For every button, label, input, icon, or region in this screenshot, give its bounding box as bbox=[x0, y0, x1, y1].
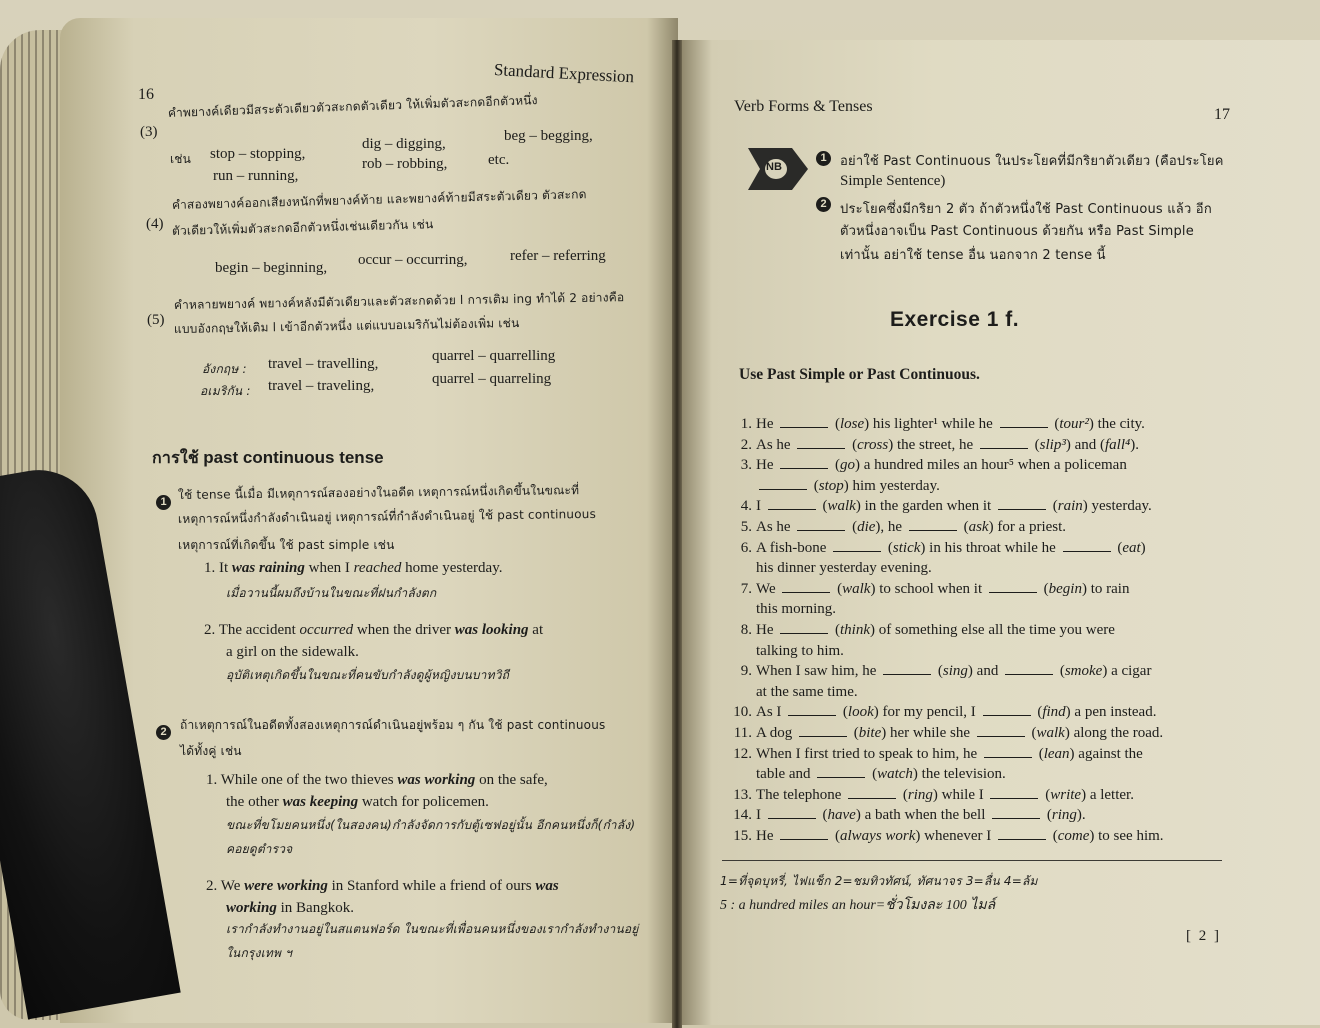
right-page-number: 17 bbox=[1214, 106, 1230, 123]
use2-thai1: ถ้าเหตุการณ์ในอดีตทั้งสองเหตุการณ์ดำเนินอยู่พร้อม ๆ กัน ใช้ past continuous bbox=[180, 718, 606, 732]
answer-blank bbox=[1000, 427, 1048, 428]
exercise-number: 4. bbox=[740, 498, 752, 515]
rule3-example-label: เช่น bbox=[170, 152, 192, 166]
rule5-thai2: แบบอังกฤษให้เติม l เข้าอีกตัวหนึ่ง แต่แบบอเมริกันไม่ต้องเพิ่ม เช่น bbox=[173, 315, 520, 336]
use2-marker: 2 bbox=[156, 722, 171, 740]
exercise-list bbox=[733, 414, 1230, 846]
exercise-number: 1. bbox=[740, 416, 752, 432]
answer-blank bbox=[780, 633, 828, 634]
rule5-english-label: อังกฤษ : bbox=[202, 362, 247, 376]
answer-blank bbox=[909, 530, 957, 531]
answer-blank bbox=[780, 468, 828, 469]
nb2-marker: 2 bbox=[816, 194, 831, 212]
nb1-marker: 1 bbox=[816, 148, 831, 166]
exercise-item bbox=[738, 455, 1230, 496]
use2-example1-thai2: คอยดูตำรวจ bbox=[226, 842, 293, 856]
exercise-number: 15. bbox=[733, 827, 752, 844]
exercise-item bbox=[738, 435, 1230, 456]
exercise-item bbox=[738, 496, 1230, 517]
footnotes-line1: 1=ที่จุดบุหรี่, ไฟแช็ก 2=ชมทิวทัศน์, ทัศนาจร 3=ลื่น 4=ล้ม bbox=[720, 874, 1038, 888]
answer-blank bbox=[1063, 551, 1111, 552]
rule5-english-b: quarrel – quarrelling bbox=[432, 348, 556, 364]
section-heading-en: past continuous tense bbox=[203, 448, 384, 467]
answer-blank bbox=[1005, 674, 1053, 675]
rule4-ex-a: begin – beginning, bbox=[215, 260, 328, 276]
nb2-line2: ตัวหนึ่งอาจเป็น Past Continuous ด้วยกัน หรือ Past Simple bbox=[840, 224, 1194, 239]
nb2-line3: เท่านั้น อย่าใช้ tense อื่น นอกจาก 2 tense นี้ bbox=[840, 248, 1106, 263]
use2-example2: 2. We were working in Stanford while a friend of ours was bbox=[206, 878, 559, 894]
answer-blank bbox=[980, 448, 1028, 449]
right-page-header: Verb Forms & Tenses bbox=[734, 98, 873, 115]
exercise-item bbox=[738, 538, 1230, 579]
exercise-item bbox=[733, 723, 1230, 744]
exercise-number: 8. bbox=[740, 621, 752, 638]
answer-blank bbox=[989, 592, 1037, 593]
left-page-number: 16 bbox=[138, 86, 154, 103]
answer-blank bbox=[998, 839, 1046, 840]
use1-example2-thai: อุบัติเหตุเกิดขึ้นในขณะที่คนขับกำลังดูผู้หญิงบนบาทวิถี bbox=[226, 668, 510, 682]
nb1-line1: อย่าใช้ Past Continuous ในประโยคที่มีกริยาตัวเดียว (คือประโยค bbox=[840, 154, 1224, 169]
exercise-number: 5. bbox=[740, 518, 752, 535]
exercise-instruction: Use Past Simple or Past Continuous. bbox=[739, 366, 980, 383]
exercise-line2: table and (watch) the television. bbox=[756, 766, 1006, 783]
use2-thai2: ได้ทั้งคู่ เช่น bbox=[180, 744, 242, 758]
footnote-divider bbox=[722, 860, 1222, 861]
use2-example1-thai1: ขณะที่ขโมยคนหนึ่ง(ในสองคน)กำลังจัดการกับตู้เซฟอยู่นั้น อีกคนหนึ่งก็(กำลัง) bbox=[226, 818, 636, 832]
section-heading bbox=[152, 446, 384, 471]
exercise-line1: As he (die), he (ask) for a priest. bbox=[756, 518, 1067, 535]
use1-marker: 1 bbox=[156, 492, 171, 510]
exercise-line1: As I (look) for my pencil, I (find) a pen instead. bbox=[756, 704, 1157, 721]
rule4-thai1: คำสองพยางค์ออกเสียงหนักที่พยางค์ท้าย และพยางค์ท้ายมีสระตัวเดียว ตัวสะกด bbox=[171, 187, 587, 212]
rule3-ex-col1a: stop – stopping, bbox=[210, 146, 306, 162]
use2-example1: 1. While one of the two thieves was working on the safe, bbox=[206, 772, 548, 788]
exercise-item bbox=[733, 785, 1230, 806]
exercise-number: 12. bbox=[733, 745, 752, 762]
nb-badge-icon: NB bbox=[748, 146, 810, 197]
exercise-item bbox=[733, 702, 1230, 723]
exercise-number: 9. bbox=[740, 663, 752, 680]
rule5-american-label: อเมริกัน : bbox=[200, 384, 251, 398]
use1-thai2: เหตุการณ์หนึ่งกำลังดำเนินอยู่ เหตุการณ์ที่กำลังดำเนินอยู่ ใช้ past continuous bbox=[177, 506, 597, 526]
answer-blank bbox=[848, 798, 896, 799]
use1-thai1: ใช้ tense นี้เมื่อ มีเหตุการณ์สองอย่างในอดีต เหตุการณ์หนึ่งเกิดขึ้นในขณะที่ bbox=[177, 483, 580, 502]
rule3-ex-col2a: dig – digging, bbox=[362, 136, 446, 152]
exercise-line1: When I saw him, he (sing) and (smoke) a cigar bbox=[756, 663, 1152, 680]
use1-example2: 2. The accident occurred when the driver was looking at bbox=[204, 622, 544, 638]
left-page-header: Standard Expression bbox=[493, 60, 635, 87]
section-heading-thai: การใช้ bbox=[152, 448, 199, 467]
rule4-ex-c: refer – referring bbox=[510, 248, 606, 264]
answer-blank bbox=[788, 715, 836, 716]
exercise-line1: He (always work) whenever I (come) to see him. bbox=[756, 827, 1164, 844]
answer-blank bbox=[817, 777, 865, 778]
answer-blank bbox=[780, 427, 828, 428]
exercise-line1: When I first tried to speak to him, he (lean) against the bbox=[756, 745, 1143, 762]
answer-blank bbox=[992, 818, 1040, 819]
use2-example2-thai1: เรากำลังทำงานอยู่ในสแตนฟอร์ด ในขณะที่เพื่อนคนหนึ่งของเรากำลังทำงานอยู่ bbox=[226, 922, 639, 936]
exercise-item bbox=[738, 620, 1230, 661]
exercise-item bbox=[733, 826, 1230, 847]
answer-blank bbox=[998, 509, 1046, 510]
exercise-number: 11. bbox=[733, 724, 752, 741]
answer-blank bbox=[833, 551, 881, 552]
answer-blank bbox=[759, 489, 807, 490]
exercise-line2: (stop) him yesterday. bbox=[756, 476, 1230, 497]
exercise-item bbox=[733, 805, 1230, 826]
answer-blank bbox=[768, 818, 816, 819]
exercise-number: 10. bbox=[733, 704, 752, 721]
exercise-item bbox=[738, 517, 1230, 538]
exercise-line2: at the same time. bbox=[756, 683, 858, 700]
use1-example1-thai: เมื่อวานนี้ผมถึงบ้านในขณะที่ฝนกำลังตก bbox=[226, 586, 437, 600]
rule4-ex-b: occur – occurring, bbox=[358, 252, 468, 268]
answer-blank bbox=[883, 674, 931, 675]
exercise-line2: his dinner yesterday evening. bbox=[756, 560, 932, 577]
rule3-ex-col3b: etc. bbox=[488, 152, 510, 168]
rule3-ex-col1b: run – running, bbox=[213, 168, 299, 184]
exercise-number: 14. bbox=[733, 807, 752, 824]
footnotes-line2: 5 : a hundred miles an hour=ชั่วโมงละ 100 ไมล์ bbox=[720, 898, 996, 913]
exercise-title: Exercise 1 f. bbox=[890, 308, 1020, 331]
answer-blank bbox=[983, 715, 1031, 716]
answer-blank bbox=[780, 839, 828, 840]
rule5-english-a: travel – travelling, bbox=[268, 356, 379, 372]
rule3-label: (3) bbox=[140, 124, 158, 140]
answer-blank bbox=[799, 736, 847, 737]
rule3-ex-col3a: beg – begging, bbox=[504, 128, 593, 144]
use2-example1-cont: the other was keeping watch for policemen. bbox=[226, 794, 489, 810]
use1-example1: 1. It was raining when I reached home yesterday. bbox=[204, 560, 503, 576]
exercise-line1: He (think) of something else all the time you were bbox=[756, 621, 1115, 638]
nb1-line2: Simple Sentence) bbox=[840, 173, 946, 189]
rule4-thai2: ตัวเดียวให้เพิ่มตัวสะกดอีกตัวหนึ่งเช่นเดียวกัน เช่น bbox=[171, 217, 434, 238]
exercise-line1: I (walk) in the garden when it (rain) yesterday. bbox=[756, 498, 1152, 515]
rule3-ex-col2b: rob – robbing, bbox=[362, 156, 448, 172]
book-spine bbox=[672, 40, 682, 1028]
exercise-item bbox=[733, 744, 1230, 785]
rule5-label: (5) bbox=[147, 312, 165, 328]
use2-example2-cont: working in Bangkok. bbox=[226, 900, 354, 916]
exercise-line1: As he (cross) the street, he (slip³) and (fall⁴). bbox=[756, 436, 1139, 453]
answer-blank bbox=[768, 509, 816, 510]
exercise-line1: He (lose) his lighter¹ while he (tour²) the city. bbox=[756, 416, 1145, 432]
exercise-item bbox=[738, 661, 1230, 702]
use1-thai3: เหตุการณ์ที่เกิดขึ้น ใช้ past simple เช่น bbox=[178, 538, 395, 552]
exercise-line1: He (go) a hundred miles an hour⁵ when a policeman bbox=[756, 457, 1127, 474]
exercise-line1: A fish-bone (stick) in his throat while he (eat) bbox=[756, 539, 1146, 556]
use2-example2-thai2: ในกรุงเทพ ฯ bbox=[226, 946, 293, 960]
rule5-american-b: quarrel – quarreling bbox=[432, 371, 552, 387]
answer-blank bbox=[797, 530, 845, 531]
exercise-line1: We (walk) to school when it (begin) to rain bbox=[756, 580, 1130, 597]
nb2-line1: ประโยคซึ่งมีกริยา 2 ตัว ถ้าตัวหนึ่งใช้ Past Continuous แล้ว อีก bbox=[840, 202, 1212, 217]
exercise-number: 2. bbox=[740, 436, 752, 453]
exercise-line1: I (have) a bath when the bell (ring). bbox=[756, 807, 1086, 824]
exercise-line2: talking to him. bbox=[756, 642, 844, 659]
exercise-line1: The telephone (ring) while I (write) a letter. bbox=[756, 786, 1134, 803]
exercise-item bbox=[738, 414, 1230, 435]
exercise-number: 3. bbox=[740, 457, 752, 474]
answer-blank bbox=[782, 592, 830, 593]
answer-blank bbox=[984, 757, 1032, 758]
rule3-thai: คำพยางค์เดียวมีสระตัวเดียวตัวสะกดตัวเดียว ให้เพิ่มตัวสะกดอีกตัวหนึ่ง bbox=[167, 93, 538, 120]
answer-blank bbox=[977, 736, 1025, 737]
exercise-line2: this morning. bbox=[756, 601, 837, 618]
exercise-line1: A dog (bite) her while she (walk) along the road. bbox=[756, 724, 1164, 741]
rule5-american-a: travel – traveling, bbox=[268, 378, 375, 394]
exercise-number: 6. bbox=[740, 539, 752, 556]
answer-blank bbox=[797, 448, 845, 449]
rule5-thai1: คำหลายพยางค์ พยางค์หลังมีตัวเดียวและตัวสะกดด้วย l การเติม ing ทำได้ 2 อย่างคือ bbox=[173, 290, 625, 312]
exercise-number: 7. bbox=[740, 580, 752, 597]
use1-example2-cont: a girl on the sidewalk. bbox=[226, 644, 359, 660]
exercise-item bbox=[738, 579, 1230, 620]
signature-mark: [ 2 ] bbox=[1186, 928, 1221, 944]
answer-blank bbox=[990, 798, 1038, 799]
exercise-number: 13. bbox=[733, 786, 752, 803]
rule4-label: (4) bbox=[146, 216, 164, 232]
